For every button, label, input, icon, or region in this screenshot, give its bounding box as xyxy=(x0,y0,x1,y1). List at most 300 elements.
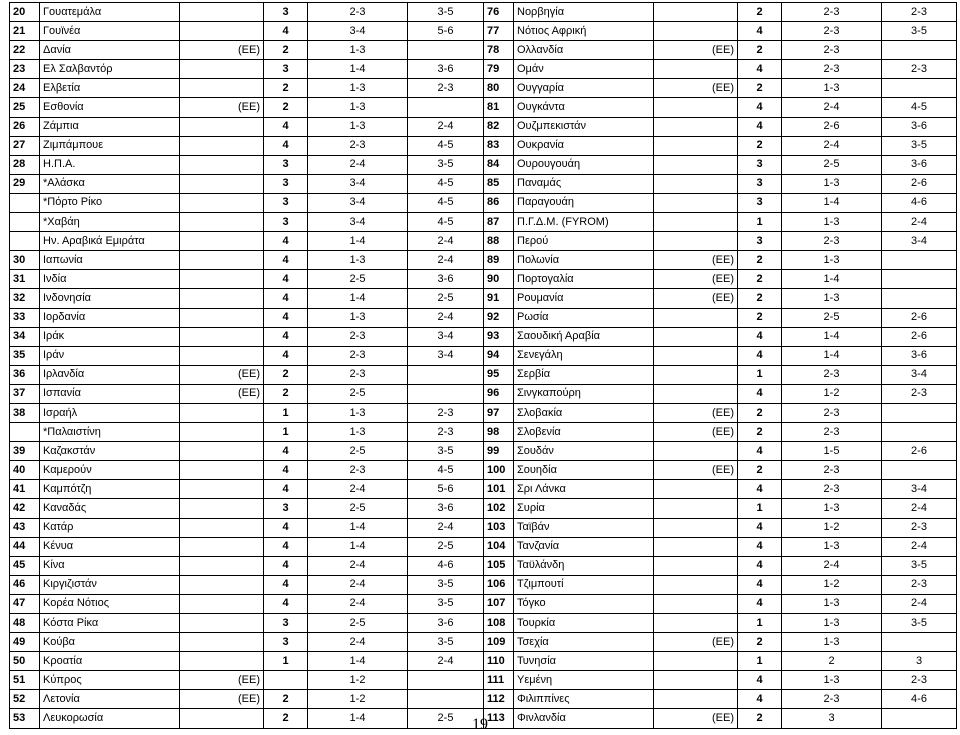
country-name: Νότιος Αφρική xyxy=(514,22,654,41)
entry-number: 44 xyxy=(10,537,40,556)
range-value-1: 1-4 xyxy=(308,652,408,671)
table-body xyxy=(10,3,957,729)
country-name: Καμπότζη xyxy=(40,480,180,499)
range-value-1: 1-4 xyxy=(308,60,408,79)
range-value-1: 1-3 xyxy=(308,423,408,442)
country-name: Υεμένη xyxy=(514,671,654,690)
entry-number: 24 xyxy=(10,79,40,98)
range-value-1: 2-3 xyxy=(782,423,882,442)
country-name: Λετονία xyxy=(40,690,180,709)
range-value-2: 2-3 xyxy=(882,518,957,537)
range-value-1: 2-3 xyxy=(308,365,408,384)
entry-number: 31 xyxy=(10,270,40,289)
table-row xyxy=(10,251,957,270)
range-value-2: 2-4 xyxy=(408,232,484,251)
range-value-2 xyxy=(408,384,484,403)
eu-tag: (ΕΕ) xyxy=(654,79,738,98)
eu-tag xyxy=(654,594,738,613)
eu-tag xyxy=(654,365,738,384)
group-value: 4 xyxy=(264,136,308,155)
eu-tag xyxy=(654,136,738,155)
eu-tag xyxy=(654,518,738,537)
table-row xyxy=(10,556,957,575)
eu-tag xyxy=(180,136,264,155)
country-name: Κένυα xyxy=(40,537,180,556)
table-row xyxy=(10,232,957,251)
group-value: 4 xyxy=(264,251,308,270)
entry-number: 36 xyxy=(10,365,40,384)
group-value: 4 xyxy=(738,690,782,709)
entry-number: 106 xyxy=(484,575,514,594)
range-value-2: 3-5 xyxy=(408,442,484,461)
table-row xyxy=(10,480,957,499)
range-value-2: 4-5 xyxy=(882,98,957,117)
entry-number: 51 xyxy=(10,671,40,690)
country-name: Ελβετία xyxy=(40,79,180,98)
range-value-2: 3-6 xyxy=(408,499,484,518)
range-value-1: 2-4 xyxy=(782,98,882,117)
country-table xyxy=(9,2,957,729)
range-value-1: 1-3 xyxy=(308,117,408,136)
eu-tag: (ΕΕ) xyxy=(654,41,738,60)
page-number: 19 xyxy=(472,716,488,733)
entry-number: 42 xyxy=(10,499,40,518)
table-row xyxy=(10,518,957,537)
entry-number: 40 xyxy=(10,461,40,480)
table-row xyxy=(10,327,957,346)
group-value: 4 xyxy=(264,480,308,499)
country-name: Σλοβενία xyxy=(514,423,654,442)
range-value-1: 2-3 xyxy=(782,60,882,79)
eu-tag xyxy=(180,480,264,499)
group-value: 4 xyxy=(738,518,782,537)
country-name: Τσεχία xyxy=(514,633,654,652)
group-value: 2 xyxy=(738,79,782,98)
group-value: 2 xyxy=(738,289,782,308)
range-value-2: 2-3 xyxy=(882,60,957,79)
entry-number: 30 xyxy=(10,251,40,270)
range-value-1: 2-3 xyxy=(308,136,408,155)
entry-number: 39 xyxy=(10,442,40,461)
country-name: Παναμάς xyxy=(514,174,654,193)
country-name: Κατάρ xyxy=(40,518,180,537)
range-value-2: 2-3 xyxy=(882,3,957,22)
table-row xyxy=(10,690,957,709)
country-name: Ουγκάντα xyxy=(514,98,654,117)
range-value-2: 2-4 xyxy=(882,499,957,518)
group-value: 2 xyxy=(264,690,308,709)
entry-number: 109 xyxy=(484,633,514,652)
eu-tag xyxy=(180,614,264,633)
group-value: 4 xyxy=(264,308,308,327)
table-row xyxy=(10,442,957,461)
entry-number: 88 xyxy=(484,232,514,251)
country-name: Σρι Λάνκα xyxy=(514,480,654,499)
group-value: 4 xyxy=(738,384,782,403)
eu-tag xyxy=(654,652,738,671)
eu-tag xyxy=(180,193,264,212)
group-value: 2 xyxy=(738,270,782,289)
range-value-1: 1-3 xyxy=(782,633,882,652)
group-value: 2 xyxy=(738,136,782,155)
group-value: 3 xyxy=(264,155,308,174)
group-value: 3 xyxy=(264,633,308,652)
table-row xyxy=(10,423,957,442)
group-value: 4 xyxy=(264,346,308,365)
group-value: 3 xyxy=(264,3,308,22)
range-value-1: 2-4 xyxy=(308,594,408,613)
range-value-2: 3-4 xyxy=(408,346,484,365)
eu-tag xyxy=(654,155,738,174)
country-name: Ζιμπάμπουε xyxy=(40,136,180,155)
entry-number: 85 xyxy=(484,174,514,193)
range-value-1: 2-5 xyxy=(308,442,408,461)
range-value-1: 2-4 xyxy=(308,556,408,575)
group-value: 4 xyxy=(738,594,782,613)
table-row xyxy=(10,614,957,633)
group-value: 2 xyxy=(738,403,782,422)
eu-tag: (ΕΕ) xyxy=(654,423,738,442)
group-value: 4 xyxy=(738,346,782,365)
group-value: 4 xyxy=(264,461,308,480)
group-value: 4 xyxy=(738,556,782,575)
group-value: 2 xyxy=(264,709,308,728)
range-value-2: 3-5 xyxy=(408,633,484,652)
table-row xyxy=(10,3,957,22)
range-value-1: 1-3 xyxy=(308,79,408,98)
eu-tag xyxy=(180,556,264,575)
eu-tag xyxy=(180,537,264,556)
group-value: 2 xyxy=(738,633,782,652)
group-value: 3 xyxy=(264,193,308,212)
entry-number: 52 xyxy=(10,690,40,709)
entry-number: 80 xyxy=(484,79,514,98)
entry-number: 84 xyxy=(484,155,514,174)
range-value-1: 2-5 xyxy=(782,155,882,174)
range-value-1: 2-3 xyxy=(782,22,882,41)
eu-tag: (ΕΕ) xyxy=(654,633,738,652)
country-name: Νορβηγία xyxy=(514,3,654,22)
range-value-2 xyxy=(882,41,957,60)
entry-number: 105 xyxy=(484,556,514,575)
entry-number: 35 xyxy=(10,346,40,365)
table-row xyxy=(10,384,957,403)
entry-number: 86 xyxy=(484,193,514,212)
group-value: 4 xyxy=(264,289,308,308)
eu-tag: (ΕΕ) xyxy=(654,403,738,422)
eu-tag xyxy=(654,671,738,690)
range-value-1: 2-3 xyxy=(782,403,882,422)
group-value: 1 xyxy=(738,652,782,671)
group-value: 3 xyxy=(264,499,308,518)
group-value: 4 xyxy=(264,594,308,613)
entry-number: 45 xyxy=(10,556,40,575)
group-value: 4 xyxy=(738,671,782,690)
entry-number: 108 xyxy=(484,614,514,633)
range-value-1: 3 xyxy=(782,709,882,728)
range-value-1: 2-3 xyxy=(782,232,882,251)
range-value-2: 4-6 xyxy=(882,193,957,212)
country-name: Σερβία xyxy=(514,365,654,384)
group-value: 3 xyxy=(738,155,782,174)
entry-number xyxy=(10,423,40,442)
range-value-2: 2-3 xyxy=(408,403,484,422)
eu-tag xyxy=(180,213,264,232)
table-row xyxy=(10,270,957,289)
country-name: Περού xyxy=(514,232,654,251)
group-value: 4 xyxy=(264,518,308,537)
entry-number: 92 xyxy=(484,308,514,327)
country-name: Κροατία xyxy=(40,652,180,671)
group-value: 4 xyxy=(738,98,782,117)
range-value-2: 3 xyxy=(882,652,957,671)
country-name: Ρωσία xyxy=(514,308,654,327)
range-value-1: 2-3 xyxy=(782,41,882,60)
range-value-2: 2-4 xyxy=(408,117,484,136)
country-name: Καναδάς xyxy=(40,499,180,518)
entry-number: 99 xyxy=(484,442,514,461)
range-value-1: 1-4 xyxy=(308,232,408,251)
group-value: 4 xyxy=(738,537,782,556)
country-name: Π.Γ.Δ.Μ. (FYROM) xyxy=(514,213,654,232)
eu-tag xyxy=(180,79,264,98)
range-value-1: 1-3 xyxy=(308,308,408,327)
range-value-1: 1-2 xyxy=(782,384,882,403)
group-value: 4 xyxy=(264,117,308,136)
range-value-1: 1-3 xyxy=(782,499,882,518)
range-value-2: 3-6 xyxy=(882,155,957,174)
entry-number xyxy=(10,193,40,212)
range-value-1: 1-3 xyxy=(782,671,882,690)
range-value-2: 2-4 xyxy=(882,537,957,556)
entry-number: 104 xyxy=(484,537,514,556)
entry-number: 103 xyxy=(484,518,514,537)
entry-number: 47 xyxy=(10,594,40,613)
range-value-1: 2-5 xyxy=(782,308,882,327)
table-row xyxy=(10,193,957,212)
group-value: 2 xyxy=(738,423,782,442)
group-value: 2 xyxy=(738,41,782,60)
group-value: 1 xyxy=(738,213,782,232)
table-row xyxy=(10,41,957,60)
country-name: Φινλανδία xyxy=(514,709,654,728)
eu-tag xyxy=(180,289,264,308)
entry-number: 20 xyxy=(10,3,40,22)
range-value-1: 3-4 xyxy=(308,193,408,212)
eu-tag xyxy=(180,117,264,136)
range-value-1: 1-3 xyxy=(782,213,882,232)
range-value-2: 3-5 xyxy=(882,556,957,575)
country-name: Ομάν xyxy=(514,60,654,79)
country-name: Τουρκία xyxy=(514,614,654,633)
entry-number: 87 xyxy=(484,213,514,232)
country-name: Ην. Αραβικά Εμιράτα xyxy=(40,232,180,251)
table-row xyxy=(10,671,957,690)
range-value-1: 1-3 xyxy=(782,594,882,613)
eu-tag xyxy=(180,652,264,671)
country-name: Παραγουάη xyxy=(514,193,654,212)
country-name: Κύπρος xyxy=(40,671,180,690)
range-value-1: 1-3 xyxy=(782,174,882,193)
range-value-2: 4-5 xyxy=(408,193,484,212)
group-value: 2 xyxy=(264,384,308,403)
group-value: 2 xyxy=(738,461,782,480)
group-value: 4 xyxy=(264,232,308,251)
country-name: Ταϋλάνδη xyxy=(514,556,654,575)
group-value: 2 xyxy=(264,41,308,60)
range-value-2: 2-4 xyxy=(408,652,484,671)
range-value-2 xyxy=(882,289,957,308)
eu-tag: (ΕΕ) xyxy=(180,365,264,384)
range-value-1: 1-3 xyxy=(308,41,408,60)
entry-number: 90 xyxy=(484,270,514,289)
table-row xyxy=(10,633,957,652)
range-value-2: 2-6 xyxy=(882,442,957,461)
table-row xyxy=(10,289,957,308)
range-value-1: 1-2 xyxy=(308,671,408,690)
entry-number: 111 xyxy=(484,671,514,690)
entry-number: 34 xyxy=(10,327,40,346)
range-value-2: 4-5 xyxy=(408,174,484,193)
group-value: 1 xyxy=(264,403,308,422)
eu-tag: (ΕΕ) xyxy=(180,384,264,403)
table-row xyxy=(10,60,957,79)
country-name: Κόστα Ρίκα xyxy=(40,614,180,633)
range-value-2: 3-6 xyxy=(408,60,484,79)
group-value: 3 xyxy=(264,174,308,193)
range-value-2: 2-3 xyxy=(408,423,484,442)
eu-tag xyxy=(180,308,264,327)
range-value-1: 1-4 xyxy=(308,709,408,728)
range-value-2: 2-5 xyxy=(408,289,484,308)
range-value-2: 3-6 xyxy=(408,270,484,289)
entry-number: 27 xyxy=(10,136,40,155)
range-value-2: 2-3 xyxy=(882,575,957,594)
range-value-1: 1-3 xyxy=(782,614,882,633)
country-name: Ισπανία xyxy=(40,384,180,403)
country-name: Ελ Σαλβαντόρ xyxy=(40,60,180,79)
eu-tag: (ΕΕ) xyxy=(654,270,738,289)
range-value-2: 5-6 xyxy=(408,22,484,41)
group-value: 1 xyxy=(738,614,782,633)
country-name: Ινδία xyxy=(40,270,180,289)
eu-tag xyxy=(654,614,738,633)
eu-tag xyxy=(654,575,738,594)
range-value-1: 3-4 xyxy=(308,213,408,232)
range-value-2 xyxy=(882,423,957,442)
country-name: Τανζανία xyxy=(514,537,654,556)
group-value: 2 xyxy=(738,251,782,270)
country-name: Ζάμπια xyxy=(40,117,180,136)
entry-number: 23 xyxy=(10,60,40,79)
range-value-2 xyxy=(882,251,957,270)
country-name: Ισραήλ xyxy=(40,403,180,422)
country-name: Ουζμπεκιστάν xyxy=(514,117,654,136)
range-value-1: 2-5 xyxy=(308,499,408,518)
eu-tag xyxy=(180,461,264,480)
entry-number: 32 xyxy=(10,289,40,308)
eu-tag xyxy=(180,251,264,270)
range-value-1: 1-5 xyxy=(782,442,882,461)
eu-tag xyxy=(180,594,264,613)
table-row xyxy=(10,213,957,232)
range-value-2 xyxy=(408,671,484,690)
eu-tag xyxy=(654,22,738,41)
range-value-1: 1-4 xyxy=(782,270,882,289)
country-name: Ολλανδία xyxy=(514,41,654,60)
country-name: Γουϊνέα xyxy=(40,22,180,41)
group-value: 2 xyxy=(264,365,308,384)
range-value-1: 2-3 xyxy=(782,480,882,499)
entry-number: 76 xyxy=(484,3,514,22)
eu-tag xyxy=(180,22,264,41)
range-value-1: 1-2 xyxy=(782,518,882,537)
range-value-2: 3-4 xyxy=(408,327,484,346)
table-row xyxy=(10,537,957,556)
group-value: 2 xyxy=(738,308,782,327)
country-name: Κίνα xyxy=(40,556,180,575)
group-value: 3 xyxy=(738,232,782,251)
range-value-2: 4-5 xyxy=(408,213,484,232)
range-value-1: 2-5 xyxy=(308,614,408,633)
entry-number: 46 xyxy=(10,575,40,594)
country-name: Σλοβακία xyxy=(514,403,654,422)
eu-tag: (ΕΕ) xyxy=(180,671,264,690)
group-value: 4 xyxy=(738,575,782,594)
range-value-2: 2-5 xyxy=(408,537,484,556)
range-value-1: 2-3 xyxy=(782,365,882,384)
country-name: Τόγκο xyxy=(514,594,654,613)
range-value-2: 3-5 xyxy=(408,3,484,22)
country-name: Κούβα xyxy=(40,633,180,652)
range-value-2: 2-3 xyxy=(882,671,957,690)
range-value-2: 2-3 xyxy=(408,79,484,98)
range-value-2 xyxy=(408,365,484,384)
eu-tag xyxy=(180,442,264,461)
range-value-1: 1-4 xyxy=(308,289,408,308)
entry-number: 41 xyxy=(10,480,40,499)
range-value-1: 1-4 xyxy=(308,537,408,556)
entry-number: 79 xyxy=(484,60,514,79)
range-value-1: 2-3 xyxy=(782,461,882,480)
group-value: 3 xyxy=(738,174,782,193)
group-value: 4 xyxy=(264,556,308,575)
entry-number: 33 xyxy=(10,308,40,327)
country-name: Ουκρανία xyxy=(514,136,654,155)
eu-tag xyxy=(180,270,264,289)
range-value-1: 2-4 xyxy=(308,633,408,652)
country-name: *Αλάσκα xyxy=(40,174,180,193)
table-row xyxy=(10,308,957,327)
entry-number: 113 xyxy=(484,709,514,728)
range-value-2: 4-5 xyxy=(408,136,484,155)
group-value: 1 xyxy=(738,499,782,518)
eu-tag xyxy=(654,60,738,79)
country-name: Ιρλανδία xyxy=(40,365,180,384)
entry-number: 94 xyxy=(484,346,514,365)
group-value: 3 xyxy=(264,213,308,232)
range-value-2: 3-6 xyxy=(882,117,957,136)
range-value-2 xyxy=(408,98,484,117)
range-value-2: 2-4 xyxy=(882,594,957,613)
entry-number: 49 xyxy=(10,633,40,652)
range-value-1: 1-4 xyxy=(782,193,882,212)
country-name: Ιράν xyxy=(40,346,180,365)
country-name: Τζιμπουτί xyxy=(514,575,654,594)
range-value-2: 2-4 xyxy=(408,308,484,327)
table-row xyxy=(10,155,957,174)
eu-tag xyxy=(654,98,738,117)
